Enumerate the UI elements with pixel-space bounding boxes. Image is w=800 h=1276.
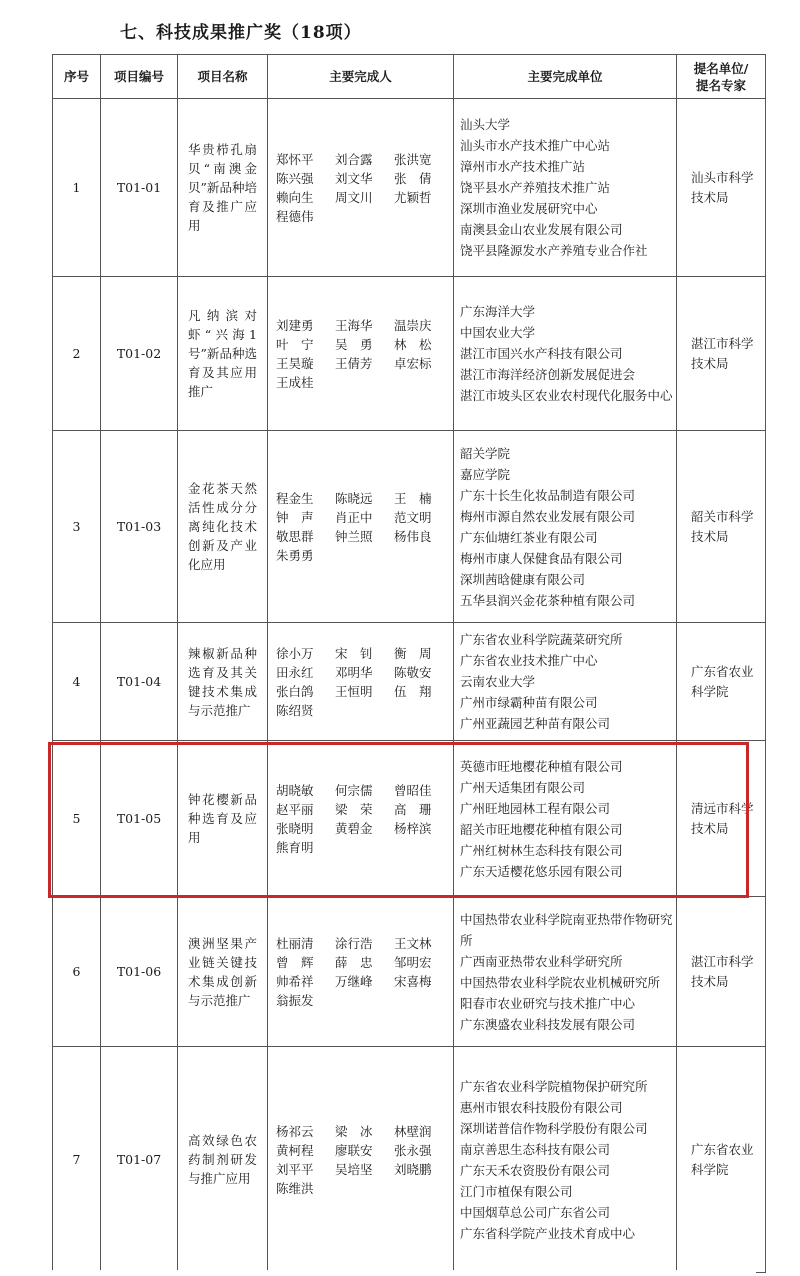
contributor-line [276, 972, 453, 991]
contributor-name: 张晓明 [276, 820, 314, 836]
contributor-line [276, 1141, 453, 1160]
contributor-name: 刘建勇 [276, 317, 314, 333]
contributor-name: 曾昭佳 [394, 782, 432, 798]
contributor-name: 杨伟良 [394, 528, 432, 544]
contributor-name: 周文川 [335, 189, 373, 205]
header-nominator-line2: 提名专家 [695, 77, 746, 93]
unit-name: 嘉应学院 [460, 466, 511, 482]
row-number: 7 [53, 1047, 101, 1273]
contributor-name: 黄柯程 [276, 1142, 314, 1158]
contributor-name: 陈敬安 [394, 664, 432, 680]
contributor-name: 尤颖哲 [394, 189, 432, 205]
table-row [53, 741, 766, 897]
contributor-name: 曾 辉 [276, 954, 314, 970]
contributor-name: 衡 周 [394, 645, 432, 661]
awards-table [52, 54, 766, 1273]
row-number: 2 [53, 277, 101, 431]
contributor-name: 赵平丽 [276, 801, 314, 817]
contributor-name: 刘晓鹏 [394, 1161, 432, 1177]
header-no: 序号 [53, 55, 101, 99]
contributor-name: 薛 忠 [335, 954, 373, 970]
contributor-name: 陈维洪 [276, 1180, 314, 1196]
nominator: 汕头市科学技术局 [677, 99, 766, 277]
header-nominator [677, 55, 766, 99]
contributor-name: 张洪宽 [394, 151, 432, 167]
project-name: 凡纳滨对虾“兴海1号”新品种选育及其应用推广 [178, 277, 268, 431]
nominator: 清远市科学技术局 [677, 741, 766, 897]
contributor-line [276, 663, 453, 682]
unit-name: 广州红树林生态科技有限公司 [460, 842, 623, 858]
page-crop-edge [52, 1270, 756, 1276]
contributor-name: 何宗儒 [335, 782, 373, 798]
contributor-line [276, 934, 453, 953]
contributor-name: 杜丽清 [276, 935, 314, 951]
contributor-name: 陈晓远 [335, 490, 373, 506]
main-contributors [268, 741, 454, 897]
row-number: 6 [53, 897, 101, 1047]
contributor-name: 敬思群 [276, 528, 314, 544]
contributor-line [276, 354, 453, 373]
main-contributors [268, 1047, 454, 1273]
unit-name: 阳春市农业研究与技术推广中心 [460, 995, 636, 1011]
table-row [53, 99, 766, 277]
unit-name: 广东省农业科学院蔬菜研究所 [460, 632, 623, 647]
nominator: 韶关市科学技术局 [677, 431, 766, 623]
header-nominator-line1: 提名单位/ [693, 60, 749, 76]
completion-units [454, 1047, 677, 1273]
unit-name: 广东澳盛农业科技发展有限公司 [460, 1016, 636, 1032]
contributor-line [276, 373, 453, 392]
unit-name: 广东天适樱花悠乐园有限公司 [460, 863, 623, 879]
unit-name: 湛江市海洋经济创新发展促进会 [460, 367, 636, 382]
project-name: 华贵栉孔扇贝“南澳金贝”新品种培育及推广应用 [178, 99, 268, 277]
contributor-line [276, 781, 453, 800]
contributor-name: 刘平平 [276, 1161, 314, 1177]
contributor-line [276, 316, 453, 335]
contributor-name: 王昊璇 [276, 355, 314, 371]
contributor-name: 高 珊 [394, 801, 432, 817]
contributor-name: 吴 勇 [335, 336, 373, 352]
contributor-name: 程德伟 [276, 208, 314, 224]
unit-name: 汕头大学 [460, 117, 511, 132]
header-orgs: 主要完成单位 [454, 55, 677, 99]
main-contributors [268, 277, 454, 431]
project-name: 钟花樱新品种选育及应用 [178, 741, 268, 897]
project-name: 高效绿色农药制剂研发与推广应用 [178, 1047, 268, 1273]
project-code: T01-03 [101, 431, 178, 623]
unit-name: 广州亚蔬园艺种苗有限公司 [460, 716, 611, 731]
unit-name: 饶平县隆源发水产养殖专业合作社 [460, 243, 648, 258]
contributor-name: 陈兴强 [276, 170, 314, 186]
unit-name: 漳州市水产技术推广站 [460, 159, 586, 174]
unit-name: 韶关学院 [460, 445, 511, 461]
contributor-name: 王文林 [394, 935, 432, 951]
main-contributors [268, 897, 454, 1047]
contributor-line [276, 489, 453, 508]
unit-name: 中国农业大学 [460, 325, 536, 340]
unit-name: 梅州市源自然农业发展有限公司 [460, 508, 636, 524]
project-code: T01-06 [101, 897, 178, 1047]
unit-name: 饶平县水产养殖技术推广站 [460, 180, 611, 195]
contributor-name: 钟兰照 [335, 528, 373, 544]
completion-units [454, 623, 677, 741]
contributor-line [276, 819, 453, 838]
row-number: 3 [53, 431, 101, 623]
contributor-name: 陈绍贤 [276, 702, 314, 718]
unit-name: 深圳诺普信作物科学股份有限公司 [460, 1120, 648, 1136]
contributor-name: 刘合露 [335, 151, 373, 167]
table-header-row [53, 55, 766, 99]
contributor-name: 郑怀平 [276, 151, 314, 167]
project-code: T01-05 [101, 741, 178, 897]
contributor-name: 朱勇勇 [276, 547, 314, 563]
contributor-name: 张白鸽 [276, 683, 314, 699]
contributor-name: 宋 钊 [335, 645, 373, 661]
contributor-name: 程金生 [276, 490, 314, 506]
contributor-name: 王倩芳 [335, 355, 373, 371]
unit-name: 湛江市坡头区农业农村现代化服务中心 [460, 388, 673, 403]
contributor-name: 赖向生 [276, 189, 314, 205]
project-name: 金花茶天然活性成分分离纯化技术创新及产业化应用 [178, 431, 268, 623]
contributor-line [276, 838, 453, 857]
completion-units [454, 431, 677, 623]
table-row [53, 623, 766, 741]
contributor-name: 吴培坚 [335, 1161, 373, 1177]
row-number: 4 [53, 623, 101, 741]
main-contributors [268, 431, 454, 623]
contributor-name: 王成桂 [276, 374, 314, 390]
contributor-line [276, 1179, 453, 1198]
unit-name: 广东省农业科学院植物保护研究所 [460, 1078, 648, 1094]
contributor-name: 熊育明 [276, 839, 314, 855]
project-code: T01-01 [101, 99, 178, 277]
contributor-line [276, 953, 453, 972]
unit-name: 广东天禾农资股份有限公司 [460, 1162, 611, 1178]
contributor-line [276, 800, 453, 819]
row-number: 1 [53, 99, 101, 277]
table-row [53, 277, 766, 431]
contributor-line [276, 644, 453, 663]
unit-name: 广州天适集团有限公司 [460, 779, 586, 795]
contributor-name: 林壁润 [394, 1123, 432, 1139]
unit-name: 云南农业大学 [460, 674, 536, 689]
project-code: T01-02 [101, 277, 178, 431]
project-code: T01-04 [101, 623, 178, 741]
unit-name: 广东省农业技术推广中心 [460, 653, 598, 668]
unit-name: 广东仙塘红茶业有限公司 [460, 529, 598, 545]
nominator: 湛江市科学技术局 [677, 897, 766, 1047]
contributor-name: 王 楠 [394, 490, 432, 506]
completion-units [454, 897, 677, 1047]
unit-name: 英德市旺地樱花种植有限公司 [460, 758, 623, 774]
contributor-name: 邓明华 [335, 664, 373, 680]
contributor-name: 卓宏标 [394, 355, 432, 371]
contributor-name: 胡晓敏 [276, 782, 314, 798]
contributor-name: 梁 荣 [335, 801, 373, 817]
contributor-name: 肖正中 [335, 509, 373, 525]
contributor-name: 帅希祥 [276, 973, 314, 989]
unit-name: 深圳市渔业发展研究中心 [460, 201, 598, 216]
contributor-name: 王恒明 [335, 683, 373, 699]
contributor-line [276, 335, 453, 354]
unit-name: 五华县润兴金花茶种植有限公司 [460, 592, 636, 608]
contributor-name: 田永红 [276, 664, 314, 680]
project-name: 辣椒新品种选育及其关键技术集成与示范推广 [178, 623, 268, 741]
contributor-name: 张 倩 [394, 170, 432, 186]
table-row [53, 431, 766, 623]
contributor-line [276, 169, 453, 188]
header-people: 主要完成人 [268, 55, 454, 99]
contributor-name: 黄碧金 [335, 820, 373, 836]
contributor-name: 廖联安 [335, 1142, 373, 1158]
unit-name: 广州旺地园林工程有限公司 [460, 800, 611, 816]
contributor-line [276, 682, 453, 701]
contributor-line [276, 701, 453, 720]
contributor-name: 涂行浩 [335, 935, 373, 951]
unit-name: 广州市绿霸种苗有限公司 [460, 695, 598, 710]
contributor-line [276, 991, 453, 1010]
project-name: 澳洲坚果产业链关键技术集成创新与示范推广 [178, 897, 268, 1047]
contributor-name: 梁 冰 [335, 1123, 373, 1139]
contributor-line [276, 527, 453, 546]
contributor-line [276, 1122, 453, 1141]
contributor-line [276, 1160, 453, 1179]
contributor-name: 叶 宁 [276, 336, 314, 352]
unit-name: 梅州市康人保健食品有限公司 [460, 550, 623, 566]
unit-name: 湛江市国兴水产科技有限公司 [460, 346, 623, 361]
unit-name: 广东海洋大学 [460, 304, 536, 319]
unit-name: 广东省科学院产业技术育成中心 [460, 1225, 636, 1241]
contributor-name: 万继峰 [335, 973, 373, 989]
header-code: 项目编号 [101, 55, 178, 99]
contributor-name: 翁振发 [276, 992, 314, 1008]
unit-name: 广东十长生化妆品制造有限公司 [460, 487, 636, 503]
contributor-line [276, 508, 453, 527]
table-row [53, 897, 766, 1047]
completion-units [454, 99, 677, 277]
contributor-line [276, 546, 453, 565]
unit-name: 中国热带农业科学院农业机械研究所 [460, 974, 661, 990]
unit-name: 广西南亚热带农业科学研究所 [460, 953, 623, 969]
contributor-name: 伍 翔 [394, 683, 432, 699]
unit-name: 中国热带农业科学院南亚热带作物研究所 [460, 911, 673, 948]
nominator: 湛江市科学技术局 [677, 277, 766, 431]
unit-name: 江门市植保有限公司 [460, 1183, 573, 1199]
contributor-name: 温崇庆 [394, 317, 432, 333]
main-contributors [268, 99, 454, 277]
contributor-name: 范文明 [394, 509, 432, 525]
contributor-name: 刘文华 [335, 170, 373, 186]
unit-name: 南澳县金山农业发展有限公司 [460, 222, 623, 237]
contributor-name: 杨祁云 [276, 1123, 314, 1139]
contributor-line [276, 188, 453, 207]
section-title: 七、科技成果推广奖（18项） [120, 23, 362, 43]
unit-name: 深圳茜晗健康有限公司 [460, 571, 586, 587]
table-row [53, 1047, 766, 1273]
contributor-name: 王海华 [335, 317, 373, 333]
unit-name: 韶关市旺地樱花种植有限公司 [460, 821, 623, 837]
contributor-line [276, 207, 453, 226]
unit-name: 惠州市银农科技股份有限公司 [460, 1099, 623, 1115]
contributor-name: 林 松 [394, 336, 432, 352]
nominator: 广东省农业科学院 [677, 1047, 766, 1273]
contributor-name: 宋喜梅 [394, 973, 432, 989]
main-contributors [268, 623, 454, 741]
project-code: T01-07 [101, 1047, 178, 1273]
unit-name: 汕头市水产技术推广中心站 [460, 138, 611, 153]
contributor-line [276, 150, 453, 169]
header-name: 项目名称 [178, 55, 268, 99]
contributor-name: 钟 声 [276, 509, 314, 525]
unit-name: 南京善思生态科技有限公司 [460, 1141, 611, 1157]
contributor-name: 徐小万 [276, 645, 314, 661]
nominator: 广东省农业科学院 [677, 623, 766, 741]
completion-units [454, 277, 677, 431]
unit-name: 中国烟草总公司广东省公司 [460, 1204, 611, 1220]
contributor-name: 邹明宏 [394, 954, 432, 970]
contributor-name: 张永强 [394, 1142, 432, 1158]
contributor-name: 杨梓滨 [394, 820, 432, 836]
completion-units [454, 741, 677, 897]
row-number: 5 [53, 741, 101, 897]
